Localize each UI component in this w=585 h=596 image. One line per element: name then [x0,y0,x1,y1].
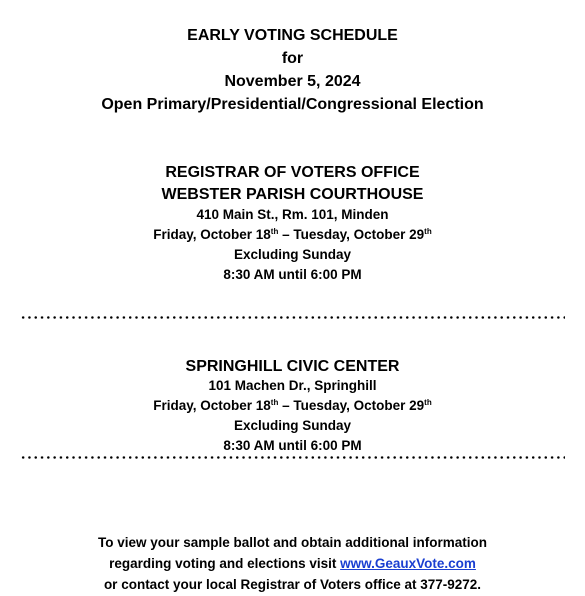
springhill-hours: 8:30 AM until 6:00 PM [223,438,362,453]
springhill-title: SPRINGHILL CIVIC CENTER [185,358,400,375]
springhill-exclusion: Excluding Sunday [233,418,352,433]
courthouse-title: WEBSTER PARISH COURTHOUSE [161,186,424,203]
dotted-divider [20,456,565,459]
registrar-hours: 8:30 AM until 6:00 PM [223,267,362,282]
footer-line2 [0,553,585,575]
schedule-for: for [281,50,304,67]
registrar-title: REGISTRAR OF VOTERS OFFICE [165,164,420,181]
springhill-dates-sup1: th [270,398,279,407]
footer-line2-text: regarding voting and elections visit [109,556,341,571]
registrar-address: 410 Main St., Rm. 101, Minden [196,207,389,222]
geauxvote-link[interactable]: www.GeauxVote.com [340,556,476,571]
springhill-dates-end: – Tuesday, October 29 [278,398,425,413]
registrar-dates-sup1: th [270,227,279,236]
registrar-dates-end: – Tuesday, October 29 [278,227,425,242]
registrar-dates-sup2: th [424,227,432,236]
dotted-divider [20,316,565,319]
registrar-dates-start: Friday, October 18 [153,227,271,242]
footer-line1: To view your sample ballot and obtain additional information [97,535,488,550]
springhill-dates-start: Friday, October 18 [153,398,271,413]
springhill-dates [0,395,585,417]
footer-line3: or contact your local Registrar of Voters office at 377-9272. [103,577,482,592]
election-date: November 5, 2024 [224,73,361,90]
schedule-title: EARLY VOTING SCHEDULE [187,27,398,44]
springhill-address: 101 Machen Dr., Springhill [208,378,377,393]
election-name: Open Primary/Presidential/Congressional Election [101,96,484,113]
registrar-dates [0,224,585,246]
springhill-dates-sup2: th [424,398,432,407]
registrar-exclusion: Excluding Sunday [233,247,352,262]
